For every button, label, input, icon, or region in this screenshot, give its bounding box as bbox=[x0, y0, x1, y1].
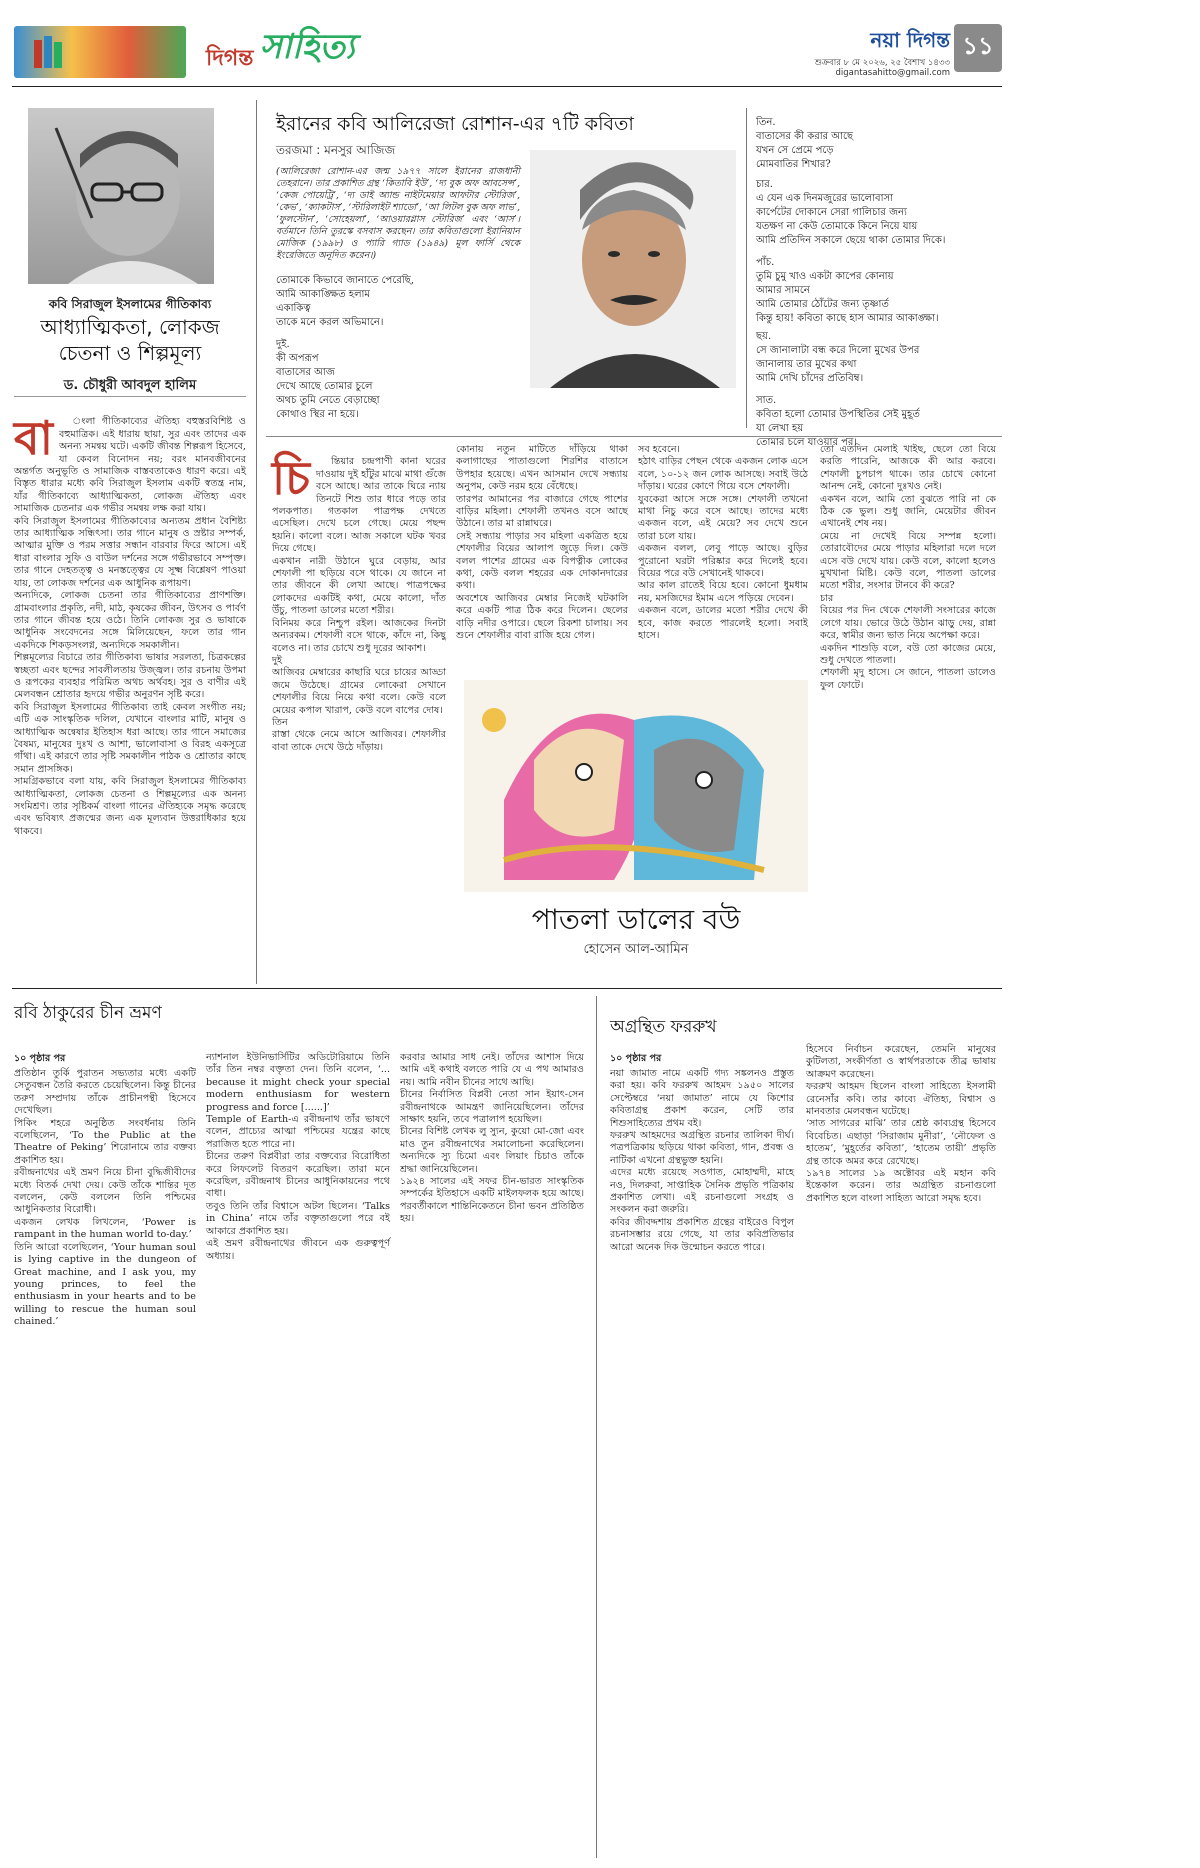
article2-poem-7: সাত. কবিতা হলো তোমার উপস্থিতির সেই মুহূর্ত যা লেখা হয় তোমার চলে যাওয়ার পর। bbox=[756, 395, 920, 448]
article2-poem-4: চার. এ যেন এক দিনমজুরের ভালোবাসা কার্পেটের দোকানে সেরা গালিচার জন্য যতক্ষণ না কেউ তোমাকে কিনে নিয়ে যায় আমি প্রতিদিন সকালে ছেয়ে থাকা তোমার দিকে। bbox=[756, 179, 946, 246]
story-author: হোসেন আল-আমিন bbox=[583, 942, 689, 957]
story-art bbox=[464, 680, 808, 892]
poet-portrait-photo bbox=[28, 108, 214, 284]
article3-col-2: ন্যাশনাল ইউনিভার্সিটির অডিটোরিয়ামে তিনি তাঁর তিন নম্বর বক্তৃতা দেন। তিনি বলেন, ‘... because it might check your special modern enthusiasm for western progress and force [......]’ Temple of Earth-এ রবীন্দ্রনাথ তাঁর ভাষণে বলেন, প্রাচ্যের আত্মা পশ্চিমের যন্ত্রের কাছে পরাজিত হতে পারে না। চীনের তরুণ বিপ্লবীরা তার বক্তব্যের বিরোধিতা করে লিফলেট বিতরণ করেছিল। তারা মনে করেছিল, রবীন্দ্রনাথ চীনের আধুনিকায়নের পথে বাধা। তবুও তিনি তাঁর বিশ্বাসে অটল ছিলেন। ‘Talks in China’ নামে তাঁর বক্তৃতাগুলো পরে বই আকারে প্রকাশিত হয়। এই ভ্রমণ রবীন্দ্রনাথের জীবনে এক গুরুত্বপূর্ণ অধ্যায়। bbox=[206, 1052, 390, 1262]
article2-poem-2: দুই. কী অপরূপ বাতাসের আজ দেখে আছে তোমার চুলে অথচ তুমি নেতে বেড়াচ্ছো কোথাও স্থির না হয়ে। bbox=[276, 339, 380, 420]
article2-headline: ইরানের কবি আলিরেজা রোশান-এর ৭টি কবিতা bbox=[276, 113, 634, 135]
column-divider-poems bbox=[746, 108, 747, 428]
column-divider-1 bbox=[256, 100, 257, 984]
paper-name: নয়া দিগন্ত bbox=[870, 28, 950, 52]
portrait-illustration bbox=[28, 108, 214, 284]
article2-translator: তরজমা : মনসুর আজিজ bbox=[276, 143, 396, 157]
page-number-badge bbox=[954, 24, 1002, 72]
masthead-rule bbox=[12, 86, 1002, 87]
article1-body bbox=[14, 404, 246, 980]
story-col-1 bbox=[272, 444, 446, 980]
article3-col-1: প্রতিষ্ঠান তুর্কি পুরাতন সভ্যতার মধ্যে একটি সেতুবন্ধন তৈরি করতে চেয়েছিলেন। কিন্তু চীনের তরুণ সম্প্রদায় তাঁকে প্রাচীনপন্থী হিসেবে দেখেছিল। পিকিং শহরে অনুষ্ঠিত সংবর্ধনায় তিনি বলেছিলেন, ‘To the Public at the Theatre of Peking’ শিরোনামে তার বক্তব্য প্রকাশিত হয়। রবীন্দ্রনাথের এই ভ্রমণ নিয়ে চীনা বুদ্ধিজীবীদের মধ্যে বিতর্ক দেখা দেয়। কেউ তাঁকে শান্তির দূত বললেন, কেউ বললেন তিনি পশ্চিমের আধুনিকতার বিরোধী। একজন লেখক লিখলেন, ‘Power is rampant in the human world to-day.’ তিনি আরো বলেছিলেন, ‘Your human soul is lying captive in the dungeon of Great machine, and I ask you, my young princes, to feel the enthusiasm in your hearts and to be willing to rescue the human soul chained.’ bbox=[14, 1068, 196, 1328]
article3-col-3: করবার আমার সাধ নেই। তাঁদের আশাস দিয়ে আমি এই কথাই বলতে পারি যে এ পথ আমারও নয়। আমি নবীন চীনের সাথে আছি। চীনের নির্বাসিত বিপ্লবী নেতা সান ইয়াৎ-সেন রবীন্দ্রনাথকে আমন্ত্রণ জানিয়েছিলেন। তাঁদের সাক্ষাৎ হয়নি, তবে পত্রালাপ হয়েছিল। চীনের বিশিষ্ট লেখক লু স্যুন, কুয়ো মো-জো এবং মাও তুন রবীন্দ্রনাথের সমালোচনা করেছিলেন। অন্যদিকে স্যু চিমো এবং লিয়াং চিচাও তাঁকে শ্রদ্ধা জানিয়েছিলেন। ১৯২৪ সালের এই সফর চীন-ভারত সাংস্কৃতিক সম্পর্কের ইতিহাসে একটি মাইলফলক হয়ে আছে। পরবর্তীকালে শান্তিনিকেতনে চীনা ভবন প্রতিষ্ঠিত হয়। bbox=[400, 1052, 584, 1225]
story-col-2: কোনায় নতুন মাটিতে দাঁড়িয়ে থাকা কলাগাছের পাতাগুলো শিরশির বাতাসে উপহার হয়েছে। এখন আসমান দেখে সন্ধ্যায় অনুপম, কেউ নরম হয়ে বেঁধেছে। তারপর আমানের পর বাজারে গেছে পাশের বাড়ির মহিলা। শেফালী তখনও বসে আছে উঠানে। তার মা রান্নাঘরে। সেই সন্ধ্যায় পাড়ার সব মহিলা একত্রিত হয়ে শেফালীর বিয়ের আলাপ জুড়ে দিল। কেউ বলল পাশের গ্রামের এক বিপত্নীক লোকের কথা, কেউ বলল শহরের এক দোকানদারের কথা। অবশেষে আজিবর মেম্বার নিজেই ঘটকালি করে একটি পাত্র ঠিক করে দিলেন। ছেলের বাড়ি নদীর ওপারে। ছেলে রিকশা চালায়। সব শুনে শেফালীর বাবা রাজি হয়ে গেল। bbox=[456, 444, 628, 642]
article3-headline: রবি ঠাকুরের চীন ভ্রমণ bbox=[14, 1003, 162, 1023]
story-col-1-text: ন্তিয়ার চন্দ্রপাণী কানা ঘরের দাওয়ায় দুই হাঁটুর মাঝে মাথা গুঁজে বসে আছে। আর তাকে ঘিরে ন্যায় তিনটে শিশু তার ধারে পড়ে তার পলকপাত। গতকাল পাত্রপক্ষ দেখতে এসেছিল। দেখে চলে গেছে। মেয়ে পছন্দ হয়নি। কালো বলে। আজ সকালে ঘটক খবর দিয়ে গেছে। একখান নারী উঠানে ঘুরে বেড়ায়, আর শেফালী পা ছড়িয়ে বসে থাকে। যে জানে না তার জীবনে কী লেখা আছে। পাত্রপক্ষের লোকদের একটিই কথা, মেয়ে কালো, দাঁত উঁচু, পাতলা ডালের মতো শরীর। বিনিময় করে নিশ্চুপ রইল। আজকের দিনটা অন্যরকম। শেফালী বসে থাকে, কাঁদে না, কিছু বলেও না। তার চোখে শুধু দূরের আকাশ। দুই আজিবর মেম্বারের কাছারি ঘরে চায়ের আড্ডা জমে উঠেছে। গ্রামের লোকেরা সেখানে শেফালীর বিয়ে নিয়ে কথা বলে। কেউ বলে মেয়ের কপাল খারাপ, কেউ বলে বাপের দোষ। তিন রাস্তা থেকে নেমে আসে আজিবর। শেফালীর বাবা তাকে দেখে উঠে দাঁড়ায়। bbox=[272, 456, 446, 753]
article1-author: ড. চৌধুরী আবদুল হালিম bbox=[63, 378, 197, 393]
poet-alireza-photo bbox=[530, 150, 736, 388]
books-icon bbox=[32, 34, 68, 70]
section-prefix: দিগন্ত bbox=[206, 46, 254, 71]
story-col-4: তো এতদিন মেলাই খাইছ, ছেলে তো বিয়ে করতি পারেনি, আজকে কী আর করবে। শেফালী চুপচাপ থাকে। তার চোখে কোনো আনন্দ নেই, কোনো দুঃখও নেই। একখন বলে, আমি তো বুঝতে পারি না কে ঠিক কে ভুল। শুধু জানি, মেয়েটার জীবন এখানেই শেষ নয়। মেয়ে না দেখেই বিয়ে সম্পন্ন হলো। তোরাবৌদের মেয়ে পাড়ার মহিলারা দলে দলে এসে বউ দেখে যায়। কেউ বলে, কালো হলেও মুখখানা মিষ্টি। কেউ বলে, পাতলা ডালের মতো শরীর, সংসার টানবে কী করে? চার বিয়ের পর দিন থেকে শেফালী সংসারের কাজে লেগে যায়। ভোরে উঠে উঠান ঝাড়ু দেয়, রান্না করে, স্বামীর জন্য ভাত নিয়ে অপেক্ষা করে। একদিন শাশুড়ি বলে, বউ তো কাজের মেয়ে, শুধু দেখতে পাতলা। শেফালী মৃদু হাসে। সে জানে, পাতলা ডালেও ফুল ফোটে। bbox=[820, 444, 996, 691]
story-col-3: সব হবেনে। হঠাৎ বাড়ির পেছন থেকে একজন লোক এসে বলে, ১০-১২ জন লোক আসছে। সবাই উঠে দাঁড়ায়। ঘরের কোণে গিয়ে বসে শেফালী। যুবকেরা আসে সঙ্গে সঙ্গে। শেফালী তখনো মাথা নিচু করে বসে আছে। তাদের মধ্যে একজন বলে, এই মেয়ে? সব দেখে শুনে তারা চলে যায়। একজন বলল, লেবু পাড়ে আছে। বুড়ির পুরোনো ঘরটা পরিষ্কার করে দিলেই হবে। বিয়ের পরে বউ সেখানেই থাকবে। আর কাল রাতেই বিয়ে হবে। কোনো ধুমধাম নয়, মসজিদের ইমাম এসে পড়িয়ে দেবেন। একজন বলে, ডালের মতো শরীর দেখে কী হবে, কাজ করতে পারলেই হলো। সবাই হাসে। bbox=[638, 444, 808, 642]
article4-col-2: হিসেবে নির্বাচন করেছেন, তেমনি মানুষের কুটিলতা, সংকীর্ণতা ও স্বার্থপরতাকে তীব্র ভাষায় আক্রমণ করেছেন। ফররুখ আহমদ ছিলেন বাংলা সাহিত্যে ইসলামী রেনেসাঁর কবি। তার কাব্যে ঐতিহ্য, বিশ্বাস ও মানবতার মেলবন্ধন ঘটেছে। ‘সাত সাগরের মাঝি’ তার শ্রেষ্ঠ কাব্যগ্রন্থ হিসেবে বিবেচিত। এছাড়া ‘সিরাজাম মুনীরা’, ‘নৌফেল ও হাতেম’, ‘মুহূর্তের কবিতা’, ‘হাতেম তায়ী’ প্রভৃতি গ্রন্থ তাকে অমর করে রেখেছে। ১৯৭৪ সালের ১৯ অক্টোবর এই মহান কবি ইন্তেকাল করেন। তার অগ্রন্থিত রচনাগুলো প্রকাশিত হলে বাংলা সাহিত্য আরো সমৃদ্ধ হবে। bbox=[806, 1044, 996, 1204]
article4-col-1: নয়া জামাত নামে একটি গদ্য সঙ্কলনও প্রস্তুত করা হয়। কবি ফররুখ আহমদ ১৯৫০ সালের সেপ্টেম্বরে ‘নয়া জামাত’ নামে যে কিশোর কবিতাগ্রন্থ প্রকাশ করেন, সেটি তার শিশুসাহিত্যের প্রথম বই। ফররুখ আহমদের অগ্রন্থিত রচনার তালিকা দীর্ঘ। পত্রপত্রিকায় ছড়িয়ে থাকা কবিতা, গান, প্রবন্ধ ও নাটিকা এখনো গ্রন্থভুক্ত হয়নি। এদের মধ্যে রয়েছে সওগাত, মোহাম্মদী, মাহে নও, দিলরুবা, সাপ্তাহিক সৈনিক প্রভৃতি পত্রিকায় প্রকাশিত লেখা। এই রচনাগুলো সংগ্রহ ও সংকলন করা জরুরি। কবির জীবদ্দশায় প্রকাশিত গ্রন্থের বাইরেও বিপুল রচনাসম্ভার রয়ে গেছে, যা তার কবিপ্রতিভার আরো অনেক দিক উন্মোচন করতে পারে। bbox=[610, 1068, 794, 1253]
article2-poem-3: তিন. বাতাসের কী করার আছে যখন সে প্রেমে পড়ে মোমবাতির শিখার? bbox=[756, 117, 854, 170]
article2-poem-6: ছয়. সে জানালাটা বন্ধ করে দিলো মুখের উপর জানালায় তার মুখের কথা আমি দেখি চাঁদের প্রতিবিম্ব। bbox=[756, 331, 920, 384]
column-divider-bottom bbox=[596, 996, 597, 1858]
article2-poem-5: পাঁচ. তুমি চুমু খাও একটা কাপের কোনায় আমার সামনে আমি তোমার ঠোঁটের জন্য তৃষ্ণার্ত কিন্তু হায়! কবিতা কাছে হাস আমার আকাঙ্ক্ষা। bbox=[756, 257, 939, 324]
article1-body-text: ংলা গীতিকাব্যের ঐতিহ্য বহুস্তরবিশিষ্ট ও বহুমাত্রিক। এই ধারায় ছায়া, সুর এবং তাদের এক অনন্য সমন্বয় ঘটে। একটি জীবন্ত শিল্পরূপ হিসেবে, যা কেবল বিনোদন নয়; বরং মানবজীবনের অন্তর্গত অনুভূতি ও সামাজিক বাস্তবতাকেও ধারণ করে। এই বিস্তৃত ধারার মধ্যে কবি সিরাজুল ইসলাম একটি স্বতন্ত্র নাম, যাঁর গীতিকাব্যে আধ্যাত্মিকতা, লোকজ ঐতিহ্য এবং সামাজিক চেতনার এক গভীর সমন্বয় লক্ষ করা যায়। কবি সিরাজুল ইসলামের গীতিকাব্যের অন্যতম প্রধান বৈশিষ্ট্য তার আধ্যাত্মিক সন্ধিৎসা। তার গানে মানুষ ও স্রষ্টার সম্পর্ক, আত্মার মুক্তি ও পরম সত্তার সন্ধান বারবার ফিরে আসে। এই ধারা বাংলার সুফি ও বাউল দর্শনের সঙ্গে গভীরভাবে সম্পৃক্ত। তার গানে দেহতত্ত্ব ও মনস্তত্ত্বের যে সূক্ষ্ম বিশ্লেষণ পাওয়া যায়, তা লোকজ দর্শনের এক আধুনিক রূপায়ণ। অন্যদিকে, লোকজ চেতনা তার গীতিকাব্যের প্রাণশক্তি। গ্রামবাংলার প্রকৃতি, নদী, মাঠ, কৃষকের জীবন, উৎসব ও পার্বণ তার গানে জীবন্ত হয়ে ওঠে। তিনি লোকজ সুর ও ভাষাকে আধুনিক সংবেদনের সঙ্গে মিলিয়েছেন, ফলে তার গান একদিকে শিকড়সংলগ্ন, অন্যদিকে সমকালীন। শিল্পমূল্যের বিচারে তার গীতিকাব্য ভাষার সরলতা, চিত্রকল্পের স্বচ্ছতা এবং ছন্দের সাবলীলতায় উজ্জ্বল। তার রচনায় উপমা ও রূপকের ব্যবহার পরিমিত অথচ অর্থবহ। সুর ও বাণীর এই মেলবন্ধন শ্রোতার হৃদয়ে গভীর অনুরণন সৃষ্টি করে। কবি সিরাজুল ইসলামের গীতিকাব্য তাই কেবল সংগীত নয়; এটি এক সাংস্কৃতিক দলিল, যেখানে বাংলার মাটি, মানুষ ও আধ্যাত্মিক অন্বেষার ইতিহাস ধরা আছে। তার গানে সমাজের বৈষম্য, মানুষের দুঃখ ও আশা, ভালোবাসা ও বিরহ একসূত্রে গাঁথা। এই কারণে তার সৃষ্টি সমকালীন পাঠক ও শ্রোতার কাছে সমান প্রাসঙ্গিক। সামগ্রিকভাবে বলা যায়, কবি সিরাজুল ইসলামের গীতিকাব্য আধ্যাত্মিকতা, লোকজ চেতনা ও শিল্পমূল্যের এক অনন্য সংমিশ্রণ। তার সৃষ্টিকর্ম বাংলা গানের ঐতিহ্যকে সমৃদ্ধ করেছে এবং ভবিষ্যৎ প্রজন্মের জন্য এক মূল্যবান উত্তরাধিকার হয়ে থাকবে। bbox=[14, 416, 246, 837]
story-illustration bbox=[464, 680, 808, 892]
email-address[interactable]: digantasahitto@gmail.com bbox=[835, 68, 950, 78]
masthead-logo-block bbox=[14, 26, 186, 78]
article4-headline: অগ্রন্থিত ফররুখ bbox=[610, 1017, 717, 1037]
article3-continued: ১০ পৃষ্ঠার পর bbox=[14, 1053, 66, 1064]
article2-bottom-rule bbox=[266, 436, 1002, 437]
date-line: শুক্রবার ৮ মে ২০২৬, ২৫ বৈশাখ ১৪৩৩ bbox=[814, 58, 950, 68]
article4-continued: ১০ পৃষ্ঠার পর bbox=[610, 1053, 662, 1064]
story-dropcap: চি bbox=[272, 451, 310, 506]
article2-poem-1: তোমাকে কিভাবে জানাতে পেরেছি, আমি আকাঙ্ক্ষিত হলাম একাকিত্ব তাকে মনে করল অভিমানে। bbox=[276, 275, 414, 328]
mid-page-rule bbox=[12, 988, 1002, 989]
article1-author-rule bbox=[14, 396, 246, 397]
article2-intro: (আলিরেজা রোশান-এর জন্ম ১৯৭৭ সালে ইরানের রাজধানী তেহরানে। তার প্রকাশিত গ্রন্থ ‘কিতাবি ইউ’, ‘দ্য বুক অফ আবসেন্স’, ‘কেজ পোয়েট্রি’, ‘দ্য ডাই অ্যান্ড নাইটমেয়ার আফটার স্টোরিজ’, ‘কেভ’, ‘ক্যাকটাস’, ‘স্টারিলাইট শ্যাডো’, ‘আ লিটল বুক অফ লাভ’, ‘ফুলস্টোন’, ‘সোহেয়লা’, ‘আওয়ারগ্লাস স্টোরিজ’ এবং ‘আস’। বর্তমানে তিনি তুরস্কে বসবাস করছেন। তার কবিতাগুলো ইরানিয়ান মোজিক (১৯৯৮) ও প্যারি গ্যাড (১৯৪৯) মূল ফার্সি থেকে ইংরেজিতে অনূদিত করেন।) bbox=[276, 166, 523, 261]
poet-photo-illustration bbox=[530, 150, 736, 388]
section-title bbox=[206, 26, 355, 78]
article1-headline: আধ্যাত্মিকতা, লোকজ চেতনা ও শিল্পমূল্য bbox=[40, 315, 220, 365]
story-title: পাতলা ডালের বউ bbox=[531, 903, 741, 936]
section-name: সাহিত্য bbox=[259, 27, 355, 67]
article1-dropcap: বা bbox=[14, 411, 53, 466]
page-number: ১১ bbox=[962, 32, 994, 60]
article1-kicker: কবি সিরাজুল ইসলামের গীতিকাব্য bbox=[48, 297, 212, 311]
